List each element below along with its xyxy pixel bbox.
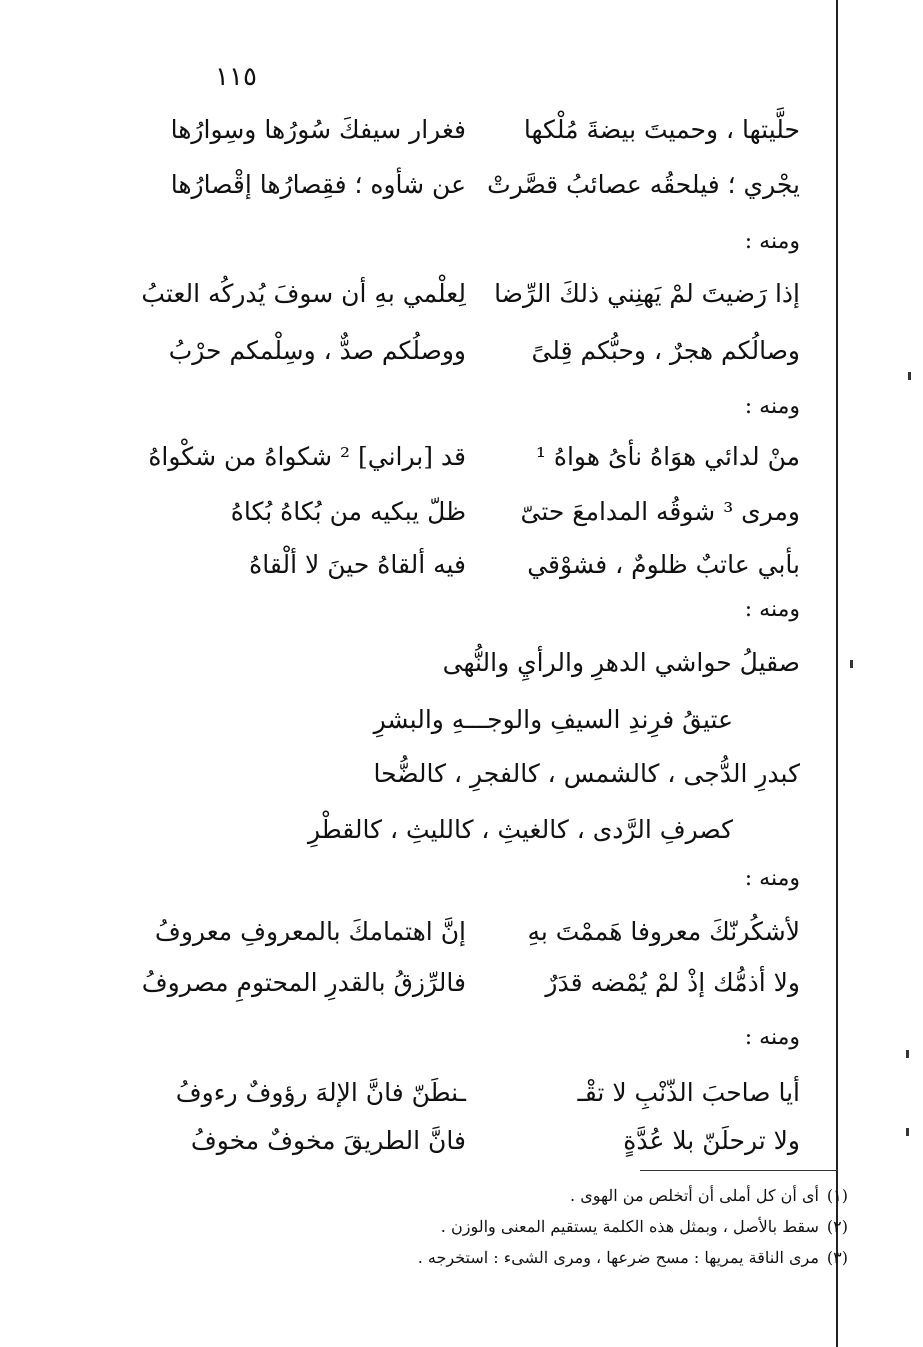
scan-mark xyxy=(850,660,853,668)
verse-right-hemistich: ولا أذمُّك إذْ لمْ يُمْضه قدَرٌ xyxy=(545,968,800,997)
margin-rule xyxy=(836,0,838,1347)
verse-line: عتيقُ فرِندِ السيفِ والوجـــهِ والبشرِ xyxy=(373,705,733,734)
footnote-text: سقط بالأصل ، وبمثل هذه الكلمة يستقيم المعنى والوزن . xyxy=(440,1217,819,1236)
verse-right-hemistich: أيا صاحبَ الذّنْبِ لا تقْـ xyxy=(577,1078,800,1107)
scan-mark xyxy=(908,372,911,380)
verse-line: صقيلُ حواشي الدهرِ والرأيِ والنُّهى xyxy=(442,648,800,677)
section-heading: ومنه : xyxy=(744,866,800,891)
verse-right-hemistich: يجْري ؛ فيلحقُه عصائبُ قصَّرتْ xyxy=(487,170,800,199)
section-heading: ومنه : xyxy=(744,229,800,254)
verse-left-hemistich: لِعلْمي بهِ أن سوفَ يُدركُه العتبُ xyxy=(141,279,466,308)
verse-left-hemistich: فانَّ الطريقَ مخوفٌ مخوفُ xyxy=(190,1126,466,1155)
verse-left-hemistich: فغرار سيفكَ سُورُها وسِوارُها xyxy=(170,115,466,144)
verse-left-hemistich: فالرِّزقُ بالقدرِ المحتومِ مصروفُ xyxy=(141,968,466,997)
footnote-rule xyxy=(640,1170,838,1171)
verse-left-hemistich: قد [براني] ² شكواهُ من شكْواهُ xyxy=(148,442,466,471)
verse-left-hemistich: فيه ألقاهُ حينَ لا ألْقاهُ xyxy=(249,550,466,579)
verse-line: كصرفِ الرَّدى ، كالغيثِ ، كالليثِ ، كالقطْرِ xyxy=(307,815,733,844)
scan-mark xyxy=(906,1050,909,1058)
verse-left-hemistich: ـنطَنّ فانَّ الإلهَ رؤوفٌ رءوفُ xyxy=(175,1078,466,1107)
footnote-number: (٣) xyxy=(826,1248,848,1267)
footnote-number: (٢) xyxy=(826,1217,848,1236)
verse-right-hemistich: لأشكُرنّكَ معروفا هَممْتَ بهِ xyxy=(527,917,800,946)
footnote-text: أى أن كل أملى أن أتخلص من الهوى . xyxy=(570,1186,819,1205)
footnote xyxy=(441,1216,848,1238)
verse-left-hemistich: ووصلُكم صدٌّ ، وسِلْمكم حرْبُ xyxy=(168,336,466,365)
verse-right-hemistich: منْ لدائي هوَاهُ نأىُ هواهُ ¹ xyxy=(535,442,800,471)
verse-right-hemistich: إذا رَضيتَ لمْ يَهنِني ذلكَ الرِّضا xyxy=(494,279,800,308)
section-heading: ومنه : xyxy=(744,394,800,419)
section-heading: ومنه : xyxy=(744,597,800,622)
verse-right-hemistich: وصالُكم هجرٌ ، وحبُّكم قِلىً xyxy=(531,336,800,365)
footnote-number: (١) xyxy=(826,1186,848,1205)
scan-mark xyxy=(906,1128,909,1136)
verse-right-hemistich: بأبي عاتبٌ ظلومٌ ، فشوْقي xyxy=(527,550,800,579)
verse-left-hemistich: إنَّ اهتمامكَ بالمعروفِ معروفُ xyxy=(154,917,466,946)
verse-line: كبدرِ الدُّجى ، كالشمس ، كالفجرِ ، كالضُّحا xyxy=(373,759,800,788)
verse-right-hemistich: ولا ترحلَنّ بلا عُدَّةٍ xyxy=(623,1126,800,1155)
footnote xyxy=(418,1247,848,1269)
footnote xyxy=(570,1185,848,1207)
verse-right-hemistich: حلَّيتها ، وحميتَ بيضةَ مُلْكها xyxy=(523,115,800,144)
verse-left-hemistich: عن شأوه ؛ فقِصارُها إقْصارُها xyxy=(170,170,466,199)
page-number: ١١٥ xyxy=(215,62,257,92)
footnote-text: مرى الناقة يمريها : مسح ضرعها ، ومرى الشىء : استخرجه . xyxy=(417,1248,819,1267)
verse-right-hemistich: ومرى ³ شوقُه المدامعَ حتىّ xyxy=(520,497,800,526)
section-heading: ومنه : xyxy=(744,1025,800,1050)
verse-left-hemistich: ظلّ يبكيه من بُكاهُ بُكاهُ xyxy=(230,497,466,526)
